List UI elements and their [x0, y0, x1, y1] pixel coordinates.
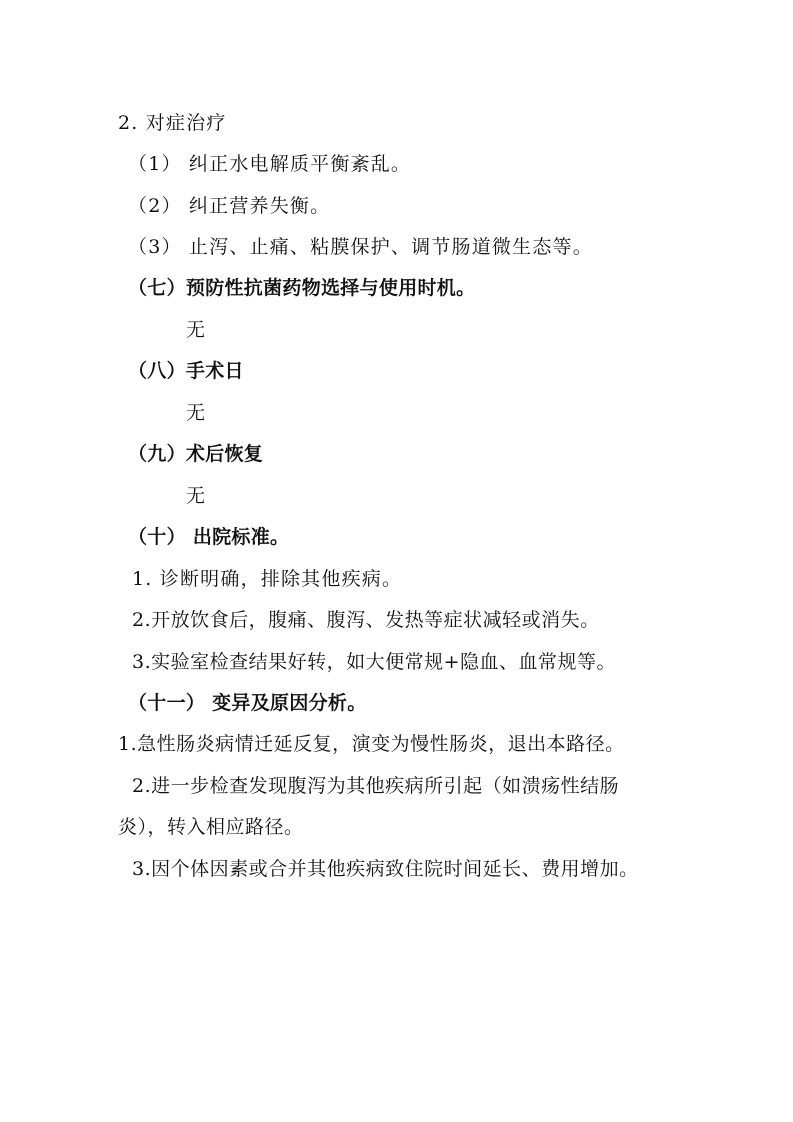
variation-item-1: 1.急性肠炎病情迁延反复，演变为慢性肠炎，退出本路径。	[118, 733, 625, 755]
variation-item-2-continued: 炎），转入相应路径。	[118, 816, 304, 838]
section-heading-variation: （十一） 变异及原因分析。	[128, 692, 367, 714]
treatment-item-2: （2） 纠正营养失衡。	[128, 195, 331, 217]
postoperative-value: 无	[186, 485, 206, 507]
section-heading-discharge: （十） 出院标准。	[128, 526, 290, 548]
treatment-item-3: （3） 止泻、止痛、粘膜保护、调节肠道微生态等。	[128, 236, 593, 258]
discharge-item-3: 3.实验室检查结果好转，如大便常规+隐血、血常规等。	[132, 651, 617, 673]
discharge-item-1: 1. 诊断明确，排除其他疾病。	[132, 568, 403, 590]
discharge-item-2: 2.开放饮食后，腹痛、腹泻、发热等症状减轻或消失。	[132, 609, 600, 631]
section-heading-surgery-day: （八）手术日	[128, 360, 244, 382]
section-heading-symptomatic-treatment: 2. 对症治疗	[118, 112, 227, 134]
section-heading-antibiotics: （七）预防性抗菌药物选择与使用时机。	[128, 277, 476, 299]
variation-item-3: 3.因个体因素或合并其他疾病致住院时间延长、费用增加。	[132, 858, 639, 880]
section-heading-postoperative: （九）术后恢复	[128, 443, 264, 465]
surgery-day-value: 无	[186, 402, 206, 424]
variation-item-2: 2.进一步检查发现腹泻为其他疾病所引起（如溃疡性结肠	[132, 775, 620, 797]
treatment-item-1: （1） 纠正水电解质平衡紊乱。	[128, 153, 412, 175]
antibiotics-value: 无	[186, 319, 206, 341]
